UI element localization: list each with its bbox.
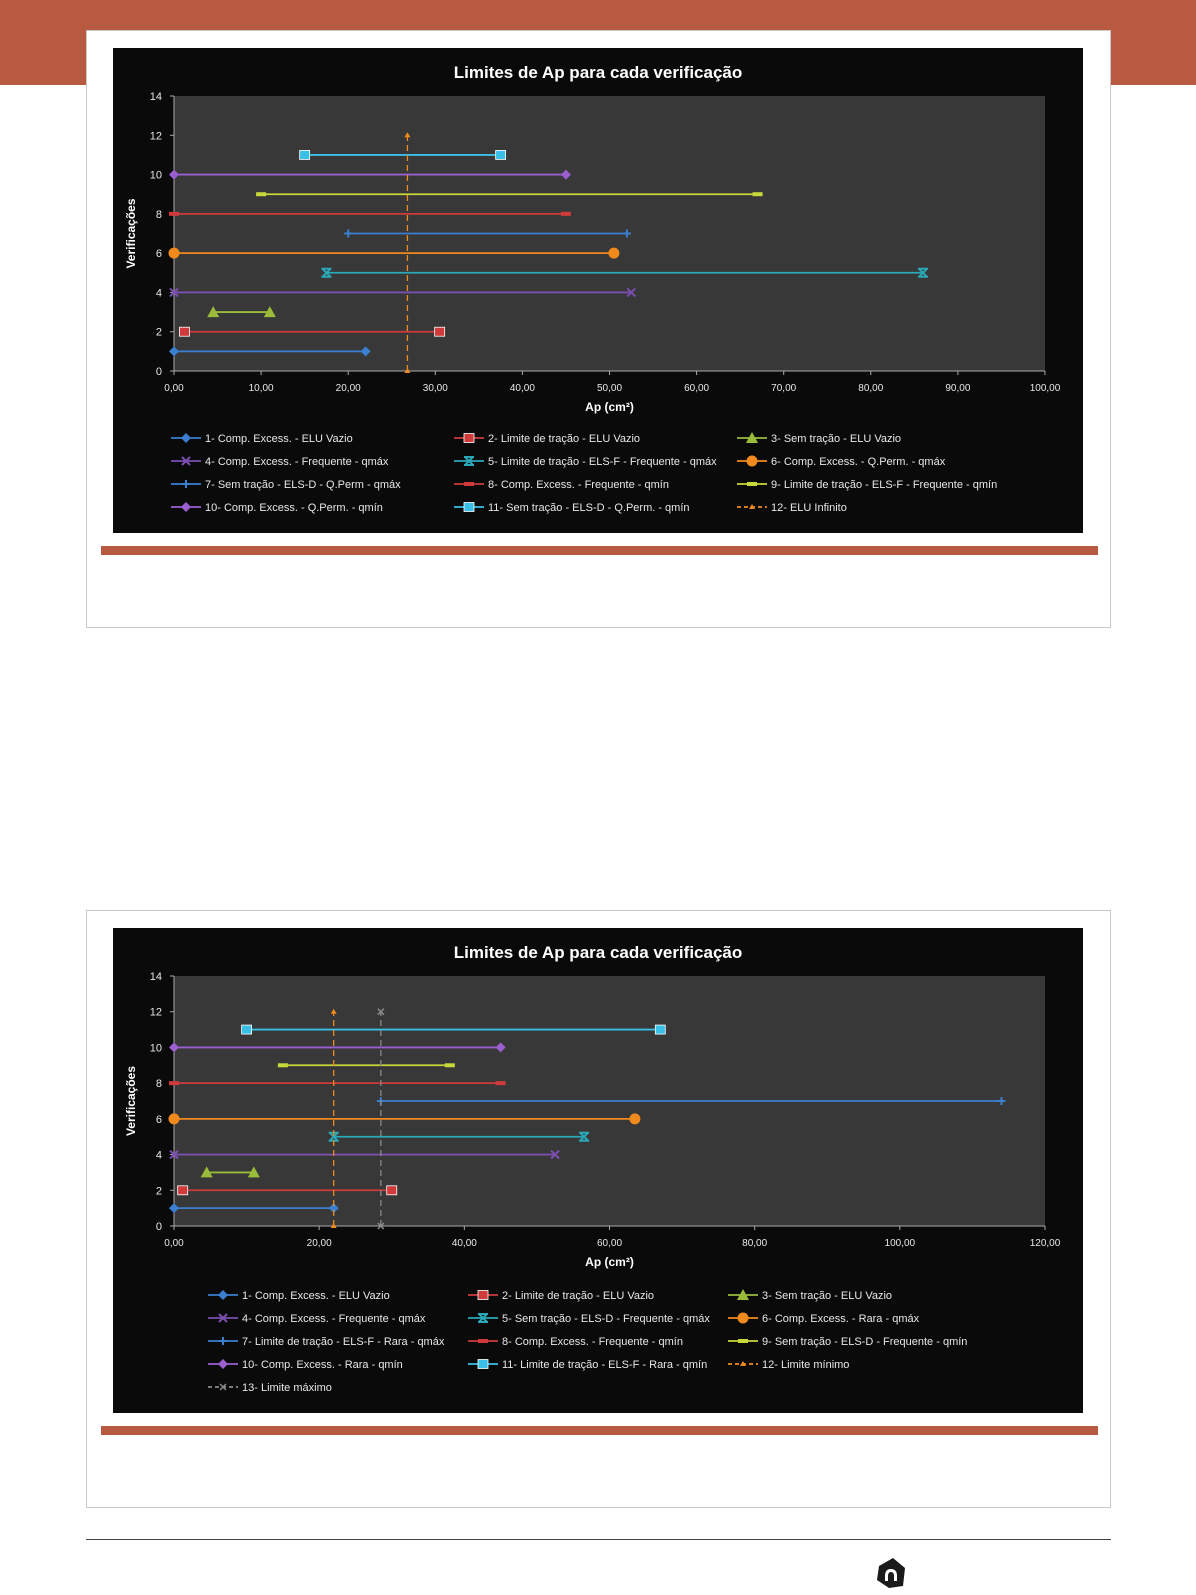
data-point [629,1113,640,1124]
legend-label: 10- Comp. Excess. - Q.Perm. - qmín [205,502,383,514]
chart-1 [113,48,1083,533]
legend-item-10 [171,502,383,514]
x-tick-label: 90,00 [945,383,971,394]
figure-frame-2 [86,910,1111,1508]
legend-label: 12- ELU Infinito [771,502,847,514]
data-point [445,1063,455,1067]
chart-container-2 [113,928,1083,1413]
legend-item-7 [208,1336,445,1348]
legend-item-5 [468,1313,710,1325]
legend-item-5 [454,456,717,468]
legend-label: 11- Limite de tração - ELS-F - Rara - qmín [502,1359,708,1371]
data-point [608,248,619,259]
x-tick-label: 60,00 [596,1238,623,1249]
x-tick-label: 70,00 [771,383,797,394]
data-point [387,1186,397,1195]
legend-label: 6- Comp. Excess. - Q.Perm. - qmáx [771,456,946,468]
data-point [179,327,189,336]
legend-item-9 [728,1336,967,1348]
y-tick-label: 12 [149,130,162,143]
data-point [655,1025,665,1034]
legend-marker [464,482,474,486]
y-tick-label: 2 [155,1185,162,1198]
x-tick-label: 100,00 [884,1238,916,1249]
legend-label: 4- Comp. Excess. - Frequente - qmáx [242,1313,426,1325]
chart-title: Limites de Ap para cada verificação [453,63,743,82]
legend-label: 7- Limite de tração - ELS-F - Rara - qmáx [242,1336,445,1348]
x-tick-label: 0,00 [164,1238,184,1249]
legend-item-6 [728,1313,920,1326]
legend-item-12 [737,502,847,514]
legend-item-4 [208,1313,426,1325]
data-point [300,150,310,159]
y-tick-label: 10 [149,169,162,182]
legend-label: 10- Comp. Excess. - Rara - qmín [242,1359,403,1371]
x-tick-label: 80,00 [858,383,884,394]
legend-label: 5- Sem tração - ELS-D - Frequente - qmáx [502,1313,710,1325]
legend-label: 8- Comp. Excess. - Frequente - qmín [488,479,669,491]
data-point [435,327,445,336]
legend-item-13 [208,1382,332,1394]
y-tick-label: 8 [155,208,162,221]
legend-item-2 [454,433,640,445]
legend-label: 2- Limite de tração - ELU Vazio [488,433,641,445]
y-tick-label: 0 [155,366,162,378]
x-tick-label: 50,00 [596,383,623,394]
legend-label: 13- Limite máximo [242,1382,332,1394]
x-tick-label: 20,00 [335,383,361,394]
footer-rule [86,1539,1111,1540]
data-point [256,192,266,196]
legend-item-10 [208,1359,403,1371]
legend-label: 1- Comp. Excess. - ELU Vazio [242,1290,390,1302]
legend-marker [218,1359,228,1369]
chart-title: Limites de Ap para cada verificação [453,943,743,962]
data-point [242,1025,252,1034]
legend-label: 5- Limite de tração - ELS-F - Frequente - qmáx [488,456,717,468]
y-tick-label: 2 [155,326,162,339]
y-tick-label: 4 [155,287,162,300]
legend-item-11 [454,502,690,514]
legend-label: 12- Limite mínimo [762,1359,850,1371]
y-tick-label: 0 [155,1221,162,1233]
chart-container-1 [113,48,1083,533]
y-tick-label: 8 [155,1078,162,1091]
legend-item-1 [208,1290,390,1302]
legend-item-7 [171,479,401,491]
x-axis-label: Ap (cm²) [585,1255,634,1269]
data-point [169,1113,180,1124]
x-tick-label: 0,00 [164,383,184,394]
legend-marker [181,502,191,512]
y-tick-label: 6 [155,248,162,261]
legend-marker [747,482,757,486]
legend-item-3 [728,1289,892,1302]
legend-label: 1- Comp. Excess. - ELU Vazio [205,433,353,445]
data-point [169,248,180,259]
x-tick-label: 40,00 [451,1238,477,1249]
legend-label: 2- Limite de tração - ELU Vazio [502,1290,655,1302]
data-point [178,1186,188,1195]
y-axis-label: Verificações [124,1065,138,1137]
data-point [169,212,179,216]
data-point [169,1081,179,1085]
legend-item-2 [468,1290,654,1302]
data-point [496,150,506,159]
legend-marker [464,434,474,443]
y-tick-label: 14 [149,91,162,103]
data-point [278,1063,288,1067]
x-tick-label: 30,00 [422,383,448,394]
y-tick-label: 12 [149,1006,162,1019]
legend-marker [738,1339,748,1343]
legend-label: 3- Sem tração - ELU Vazio [762,1290,893,1302]
legend-label: 9- Limite de tração - ELS-F - Frequente - qmín [771,479,998,491]
data-point [753,192,763,196]
legend-label: 9- Sem tração - ELS-D - Frequente - qmín [762,1336,968,1348]
legend-label: 6- Comp. Excess. - Rara - qmáx [762,1313,920,1325]
legend-item-4 [171,456,389,468]
legend-item-8 [454,479,669,491]
legend-item-3 [737,432,901,445]
legend-marker [181,433,191,443]
legend-label: 4- Comp. Excess. - Frequente - qmáx [205,456,389,468]
data-point [561,212,571,216]
legend-item-8 [468,1336,683,1348]
legend-label: 3- Sem tração - ELU Vazio [771,433,902,445]
y-tick-label: 14 [149,971,162,983]
legend-marker [464,503,474,512]
legend-marker [478,1360,488,1369]
legend-marker [219,1337,227,1345]
legend-label: 7- Sem tração - ELS-D - Q.Perm - qmáx [205,479,401,491]
figure-frame-1 [86,30,1111,628]
legend-item-9 [737,479,997,491]
y-axis-label: Verificações [124,198,138,269]
publisher-logo-icon [875,1556,907,1590]
data-point [496,1081,506,1085]
legend-marker [747,456,758,467]
legend-marker [182,480,190,488]
y-tick-label: 10 [149,1042,162,1055]
x-axis-label: Ap (cm²) [585,400,634,414]
x-tick-label: 10,00 [248,383,274,394]
x-tick-label: 60,00 [684,383,710,394]
x-tick-label: 40,00 [509,383,535,394]
legend-marker [478,1291,488,1300]
legend-item-11 [468,1359,707,1371]
legend-label: 8- Comp. Excess. - Frequente - qmín [502,1336,683,1348]
legend-item-1 [171,433,353,445]
y-tick-label: 6 [155,1113,162,1126]
x-tick-label: 80,00 [742,1238,768,1249]
x-tick-label: 120,00 [1029,1238,1061,1249]
figure-caption-bar-2 [101,1426,1098,1435]
legend-item-6 [737,456,946,469]
legend-marker [218,1290,228,1300]
figure-caption-bar-1 [101,546,1098,555]
legend-marker [478,1339,488,1343]
x-tick-label: 20,00 [306,1238,332,1249]
legend-marker [738,1313,749,1324]
chart-2 [113,928,1083,1413]
x-tick-label: 100,00 [1029,383,1061,394]
y-tick-label: 4 [155,1149,162,1162]
legend-item-12 [728,1359,849,1371]
legend-label: 11- Sem tração - ELS-D - Q.Perm. - qmín [488,502,690,514]
